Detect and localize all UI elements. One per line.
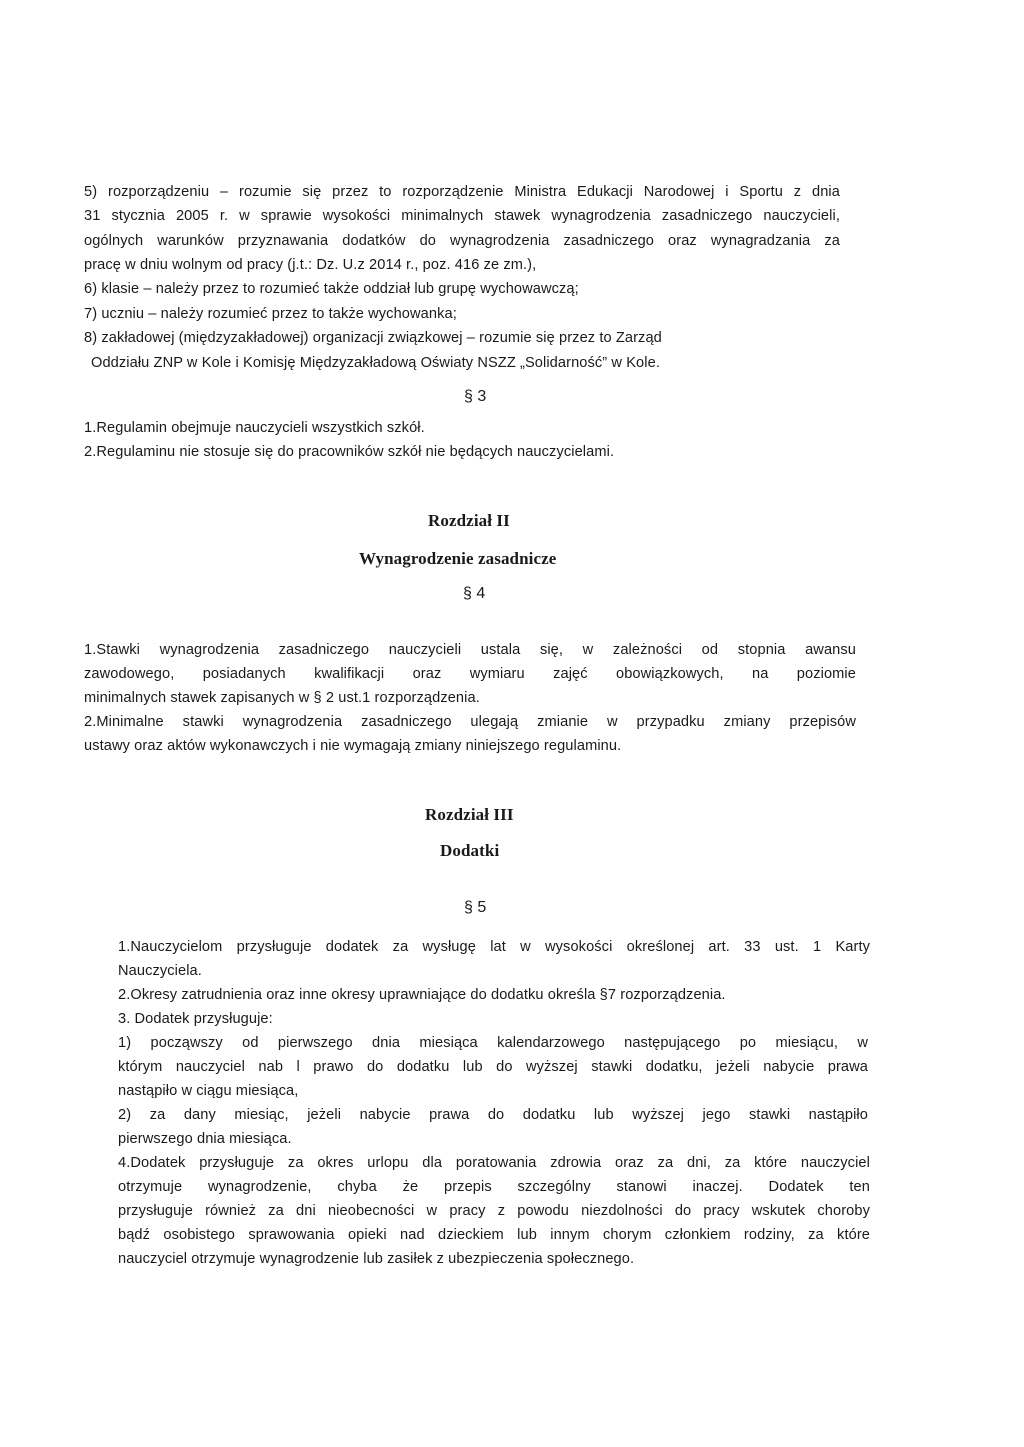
paragraph-5-point-2: 2.Okresy zatrudnienia oraz inne okresy uprawniające do dodatku określa §7 rozporządzenia. (118, 987, 726, 1003)
paragraph-5-sign: § 5 (464, 899, 487, 916)
paragraph-4-sign: § 4 (463, 585, 486, 602)
item-8-line-1: 8) zakładowej (międzyzakładowej) organizacji związkowej – rozumie się przez to Zarząd (84, 330, 662, 346)
paragraph-5-point-3-1-line-1: 1) począwszy od pierwszego dnia miesiąca kalendarzowego następującego po miesiącu, w (118, 1035, 868, 1051)
chapter-2-title: Rozdział II (428, 511, 510, 530)
paragraph-5-point-1-line-2: Nauczyciela. (118, 963, 202, 979)
item-7: 7) uczniu – należy rozumieć przez to także wychowanka; (84, 306, 457, 322)
paragraph-5-point-4-line-5: nauczyciel otrzymuje wynagrodzenie lub zasiłek z ubezpieczenia społecznego. (118, 1251, 635, 1267)
paragraph-5-point-3-1-line-3: nastąpiło w ciągu miesiąca, (118, 1083, 299, 1099)
paragraph-3-point-1: 1.Regulamin obejmuje nauczycieli wszystkich szkół. (84, 420, 425, 436)
paragraph-5-point-4-line-2: otrzymuje wynagrodzenie, chyba że przepis szczególny stanowi inaczej. Dodatek ten (118, 1179, 870, 1195)
paragraph-5-point-4-line-4: bądź osobistego sprawowania opieki nad dzieckiem lub innym chorym członkiem rodziny, za które (118, 1227, 870, 1243)
item-5-line-3: ogólnych warunków przyznawania dodatków do wynagrodzenia zasadniczego oraz wynagradzania za (84, 233, 840, 249)
paragraph-5-point-4-line-3: przysługuje również za dni nieobecności w pracy z powodu niezdolności do pracy wskutek choroby (118, 1203, 870, 1219)
paragraph-4-point-1-line-3: minimalnych stawek zapisanych w § 2 ust.1 rozporządzenia. (84, 690, 480, 706)
paragraph-5-point-3-2-line-2: pierwszego dnia miesiąca. (118, 1131, 292, 1147)
paragraph-4-point-1-line-2: zawodowego, posiadanych kwalifikacji oraz wymiaru zajęć obowiązkowych, na poziomie (84, 666, 856, 682)
item-5-line-1: 5) rozporządzeniu – rozumie się przez to rozporządzenie Ministra Edukacji Narodowej i Sportu z dnia (84, 184, 840, 200)
paragraph-4-point-2-line-1: 2.Minimalne stawki wynagrodzenia zasadniczego ulegają zmianie w przypadku zmiany przepisów (84, 714, 856, 730)
paragraph-5-point-3-1-line-2: którym nauczyciel nab l prawo do dodatku lub do wyższej stawki dodatku, jeżeli nabycie prawa (118, 1059, 868, 1075)
paragraph-5-point-1-line-1: 1.Nauczycielom przysługuje dodatek za wysługę lat w wysokości określonej art. 33 ust. 1 Karty (118, 939, 870, 955)
paragraph-5-point-4-line-1: 4.Dodatek przysługuje za okres urlopu dla poratowania zdrowia oraz za dni, za które nauczyciel (118, 1155, 870, 1171)
chapter-3-subtitle: Dodatki (440, 841, 500, 860)
chapter-2-subtitle: Wynagrodzenie zasadnicze (359, 549, 557, 568)
item-6: 6) klasie – należy przez to rozumieć także oddział lub grupę wychowawczą; (84, 281, 579, 297)
item-5-line-4: pracę w dniu wolnym od pracy (j.t.: Dz. U.z 2014 r., poz. 416 ze zm.), (84, 257, 537, 273)
paragraph-3-sign: § 3 (464, 388, 487, 405)
chapter-3-title: Rozdział III (425, 805, 514, 824)
item-5-line-2: 31 stycznia 2005 r. w sprawie wysokości minimalnych stawek wynagrodzenia zasadniczego nauczycieli, (84, 208, 840, 224)
item-8-line-2: Oddziału ZNP w Kole i Komisję Międzyzakładową Oświaty NSZZ „Solidarność” w Kole. (91, 355, 660, 371)
paragraph-5-point-3-2-line-1: 2) za dany miesiąc, jeżeli nabycie prawa do dodatku lub wyższej jego stawki nastąpiło (118, 1107, 868, 1123)
paragraph-5-point-3: 3. Dodatek przysługuje: (118, 1011, 273, 1027)
paragraph-3-point-2: 2.Regulaminu nie stosuje się do pracowników szkół nie będących nauczycielami. (84, 444, 615, 460)
paragraph-4-point-1-line-1: 1.Stawki wynagrodzenia zasadniczego nauczycieli ustala się, w zależności od stopnia awansu (84, 642, 856, 658)
paragraph-4-point-2-line-2: ustawy oraz aktów wykonawczych i nie wymagają zmiany niniejszego regulaminu. (84, 738, 622, 754)
